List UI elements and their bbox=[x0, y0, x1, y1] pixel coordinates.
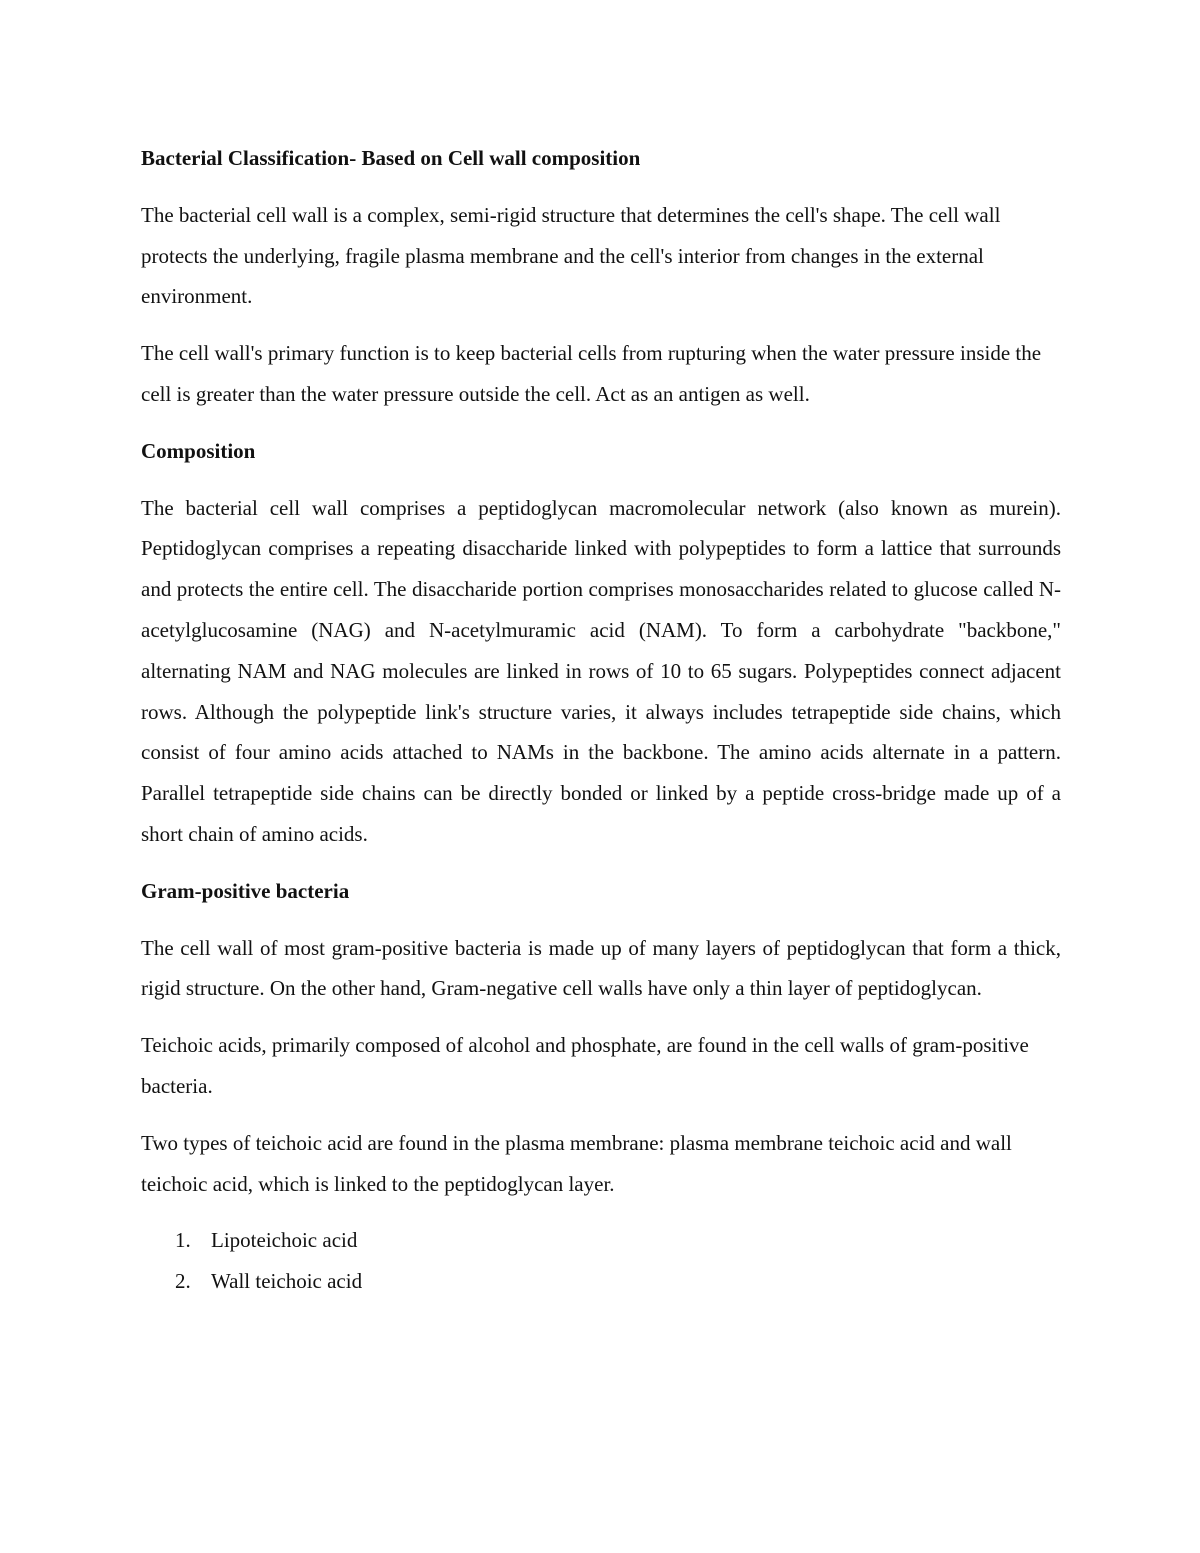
intro-paragraph-1: The bacterial cell wall is a complex, semi-rigid structure that determines the cell's shape. The cell wall protects the underlying, fragile plasma membrane and the cell's interior from changes in the external environment. bbox=[141, 202, 1001, 309]
list-item-text: Wall teichoic acid bbox=[211, 1269, 363, 1294]
document-page bbox=[141, 138, 1061, 1302]
gram-positive-paragraph-1: The cell wall of most gram-positive bacteria is made up of many layers of peptidoglycan that form a thick, rigid structure. On the other hand, Gram-negative cell walls have only a thin layer of peptidoglycan. bbox=[141, 935, 1061, 1001]
list-item-number: 2. bbox=[175, 1269, 191, 1294]
intro-paragraph-2: The cell wall's primary function is to keep bacterial cells from rupturing when the water pressure inside the cell is greater than the water pressure outside the cell. Act as an antigen as well. bbox=[141, 341, 1042, 406]
gram-positive-paragraph-2: Teichoic acids, primarily composed of alcohol and phosphate, are found in the cell walls of gram-positive bacteria. bbox=[141, 1033, 1029, 1098]
document-title: Bacterial Classification- Based on Cell wall composition bbox=[141, 146, 641, 170]
teichoic-acid-list bbox=[141, 1220, 1061, 1302]
list-item bbox=[141, 1261, 1061, 1302]
list-item bbox=[141, 1220, 1061, 1261]
list-item-number: 1. bbox=[175, 1228, 191, 1253]
list-item-text: Lipoteichoic acid bbox=[211, 1228, 358, 1253]
gram-positive-heading: Gram-positive bacteria bbox=[141, 878, 350, 903]
composition-paragraph: The bacterial cell wall comprises a peptidoglycan macromolecular network (also known as murein). Peptidoglycan comprises a repeating disaccharide linked with polypeptides to form a lattice that surrounds and protects the entire cell. The disaccharide portion comprises monosaccharides related to glucose called N-acetylglucosamine (NAG) and N-acetylmuramic acid (NAM). To form a carbohydrate "backbone," alternating NAM and NAG molecules are linked in rows of 10 to 65 sugars. Polypeptides connect adjacent rows. Although the polypeptide link's structure varies, it always includes tetrapeptide side chains, which consist of four amino acids attached to NAMs in the backbone. The amino acids alternate in a pattern. Parallel tetrapeptide side chains can be directly bonded or linked by a peptide cross-bridge made up of a short chain of amino acids. bbox=[141, 495, 1061, 846]
gram-positive-paragraph-3: Two types of teichoic acid are found in the plasma membrane: plasma membrane teichoic acid and wall teichoic acid, which is linked to the peptidoglycan layer. bbox=[141, 1130, 1012, 1196]
composition-heading: Composition bbox=[141, 438, 256, 463]
